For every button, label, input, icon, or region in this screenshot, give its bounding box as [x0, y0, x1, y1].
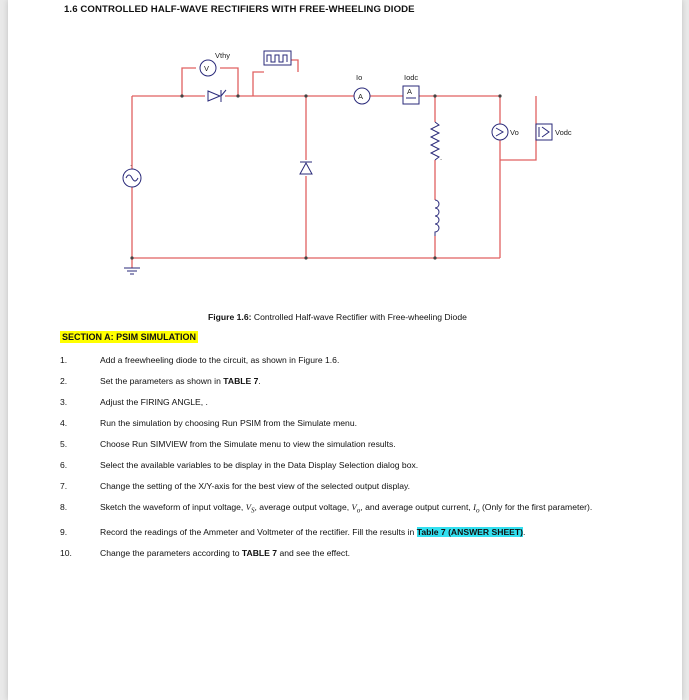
- step-number: 6.: [60, 460, 68, 470]
- step-number: 4.: [60, 418, 68, 428]
- document-page: [8, 0, 682, 700]
- step-text: Change the parameters according to: [100, 547, 242, 558]
- junction-dots: [130, 94, 501, 259]
- list-item: 10. Change the parameters according to TABLE 7 and see the effect.: [60, 543, 670, 564]
- step-number: 1.: [60, 355, 68, 365]
- thyristor: [205, 90, 226, 102]
- step-number: 5.: [60, 439, 68, 449]
- vodc-label: Vodc: [555, 128, 572, 137]
- list-item: [60, 413, 670, 434]
- circuit-diagram: [8, 0, 682, 305]
- step-text: Set the parameters as shown in: [100, 376, 224, 386]
- figure-label: Figure 1.6:: [208, 312, 252, 322]
- step-number: 10.: [60, 547, 72, 558]
- vo-label: Vo: [510, 128, 519, 137]
- io-label: Io: [356, 73, 363, 82]
- step-number: 2.: [60, 376, 68, 386]
- step-text: Choose Run SIMVIEW from the Simulate menu to view the simulation results.: [100, 439, 396, 449]
- steps-list: [60, 350, 670, 564]
- figure-caption: [208, 312, 467, 322]
- list-item: [60, 434, 670, 455]
- list-item: [60, 476, 670, 497]
- inductor: [428, 200, 442, 236]
- step-number: 8.: [60, 502, 68, 512]
- step-text: Change the setting of the X/Y-axis for the best view of the selected output display.: [100, 481, 411, 491]
- step-text: Adjust the FIRING ANGLE, .: [100, 397, 208, 407]
- vodc-voltmeter: [536, 124, 572, 140]
- step-number: 7.: [60, 481, 68, 491]
- page-title: 1.6 CONTROLLED HALF-WAVE RECTIFIERS WITH FREE-WHEELING DIODE: [64, 4, 415, 15]
- list-item: 8. Sketch the waveform of input voltage, $V_S$, average output voltage, $V_o$, and average output current, $I_o$ (Only for the first parameter).: [60, 497, 670, 522]
- list-item: [60, 455, 670, 476]
- io-ammeter: [354, 73, 370, 104]
- iodc-ammeter: [403, 73, 419, 104]
- list-item: [60, 350, 670, 371]
- step-number: 9.: [60, 526, 68, 537]
- vthy-voltmeter: [200, 51, 230, 76]
- section-heading: SECTION A: PSIM SIMULATION: [62, 332, 196, 342]
- io-ammeter-label: A: [358, 92, 364, 101]
- list-item: 2. Set the parameters as shown in TABLE 7.: [60, 371, 670, 392]
- step-text: Add a freewheeling diode to the circuit, as shown in Figure 1.6.: [100, 355, 340, 365]
- step-bold: TABLE 7: [241, 547, 278, 558]
- vo-voltmeter: [492, 124, 519, 140]
- svg-text:.: .: [440, 153, 443, 162]
- gating-block: [264, 51, 291, 65]
- answer-sheet-highlight: Table 7 (ANSWER SHEET): [416, 526, 524, 537]
- resistor: [429, 122, 442, 162]
- iodc-label: Iodc: [404, 73, 419, 82]
- list-item: 9. Record the readings of the Ammeter and Voltmeter of the rectifier. Fill the results in Table 7 (ANSWER SHEET).: [60, 522, 670, 543]
- step-bold: TABLE 7: [223, 376, 259, 386]
- ac-source: [123, 159, 141, 187]
- vthy-voltmeter-label: V: [204, 64, 210, 73]
- svg-text:.: .: [130, 159, 133, 168]
- list-item: [60, 392, 670, 413]
- step-text: Select the available variables to be display in the Data Display Selection dialog box.: [100, 460, 419, 470]
- step-text: Record the readings of the Ammeter and Voltmeter of the rectifier. Fill the results in: [100, 526, 417, 537]
- step-number: 3.: [60, 397, 68, 407]
- vthy-label: Vthy: [215, 51, 231, 60]
- step-text: Run the simulation by choosing Run PSIM from the Simulate menu.: [100, 418, 357, 428]
- freewheeling-diode: [299, 160, 313, 176]
- figure-caption-text: Controlled Half-wave Rectifier with Free-wheeling Diode: [253, 312, 467, 322]
- ground-symbol: [124, 268, 140, 274]
- iodc-ammeter-label: A: [407, 87, 413, 96]
